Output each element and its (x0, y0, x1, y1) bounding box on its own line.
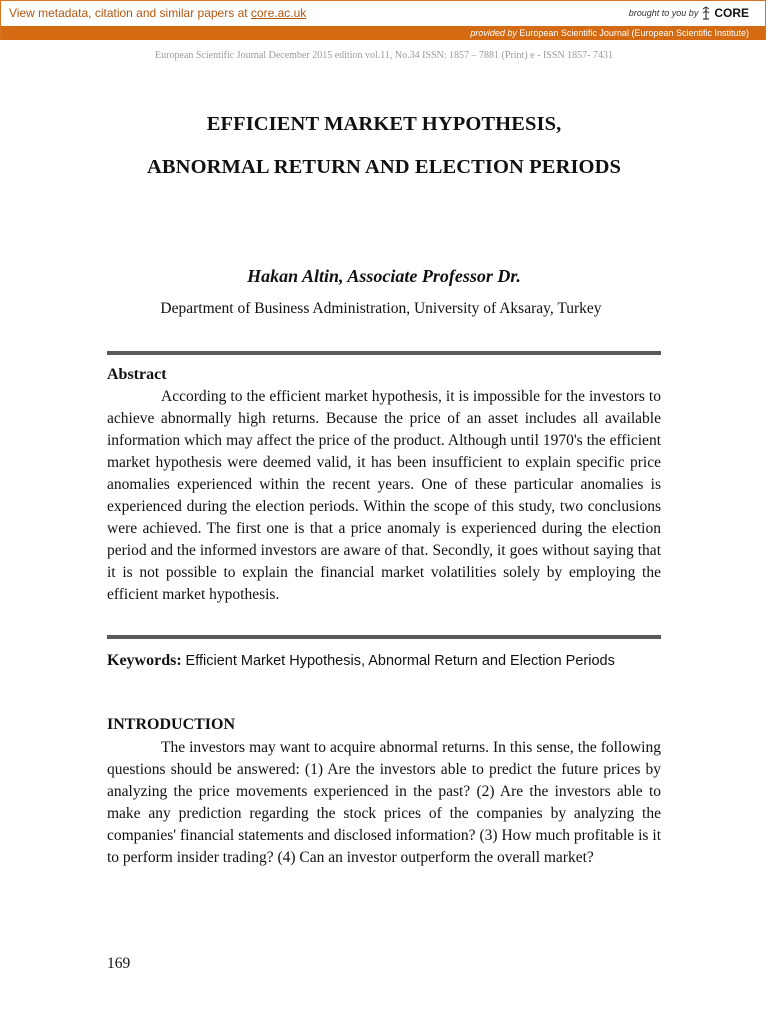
view-metadata-link[interactable] (9, 6, 306, 20)
core-url-link[interactable]: core.ac.uk (250, 6, 307, 20)
provided-by-label: provided by (470, 28, 517, 38)
core-banner-top-row (1, 1, 765, 26)
keywords (107, 650, 661, 672)
provided-by-text: European Scientific Journal (European Scientific Institute) (519, 28, 749, 38)
view-metadata-text[interactable]: View metadata, citation and similar papers at (9, 6, 251, 20)
introduction-heading: INTRODUCTION (107, 716, 236, 733)
abstract-bottom-rule (107, 635, 661, 639)
paper-title-line-2: ABNORMAL RETURN AND ELECTION PERIODS (146, 156, 622, 178)
brought-to-you-text: brought to you by (628, 8, 699, 18)
keywords-label: Keywords: (107, 652, 182, 669)
core-name: CORE (714, 6, 749, 20)
page-number: 169 (107, 955, 131, 972)
paper-title-line-1: EFFICIENT MARKET HYPOTHESIS, (206, 113, 562, 135)
introduction-body: The investors may want to acquire abnormal returns. In this sense, the following questions should be answered: (1) Are the investors able to predict the future prices by analyzing the price movements experienced in the past? (2) Are the investors able to make any prediction regarding the stock prices of the companies by analyzing the companies' financial statements and disclosed information? (3) How much profitable is it to perform insider trading? (4) Can an investor outperform the overall market? (107, 739, 661, 866)
keywords-text: Efficient Market Hypothesis, Abnormal Return and Election Periods (185, 653, 615, 669)
core-logo-icon (701, 6, 711, 20)
author-affiliation: Department of Business Administration, University of Aksaray, Turkey (160, 300, 602, 317)
author-name: Hakan Altin, Associate Professor Dr. (247, 266, 521, 286)
provided-by-bar (1, 26, 765, 40)
abstract-heading: Abstract (107, 366, 167, 383)
journal-header: European Scientific Journal December 2015 edition vol.11, No.34 ISSN: 1857 – 7881 (Print) e - ISSN 1857- 7431 (155, 50, 613, 61)
abstract-body: According to the efficient market hypothesis, it is impossible for the investors to achieve abnormally high returns. Because the price of an asset includes all available information which may affect the price of the product. Although until 1970's the efficient market hypothesis were deemed valid, it has been insufficient to explain specific price anomalies experienced within the recent years. One of these particular anomalies is experienced during the election periods. Within the scope of this study, two conclusions were achieved. The first one is that a price anomaly is experienced during the election period and the informed investors are aware of that. Secondly, it goes without saying that it is not possible to explain the financial market volatilities solely by employing the efficient market hypothesis. (107, 388, 661, 603)
core-banner (0, 0, 766, 40)
core-attribution[interactable] (629, 6, 749, 20)
abstract-top-rule (107, 351, 661, 355)
